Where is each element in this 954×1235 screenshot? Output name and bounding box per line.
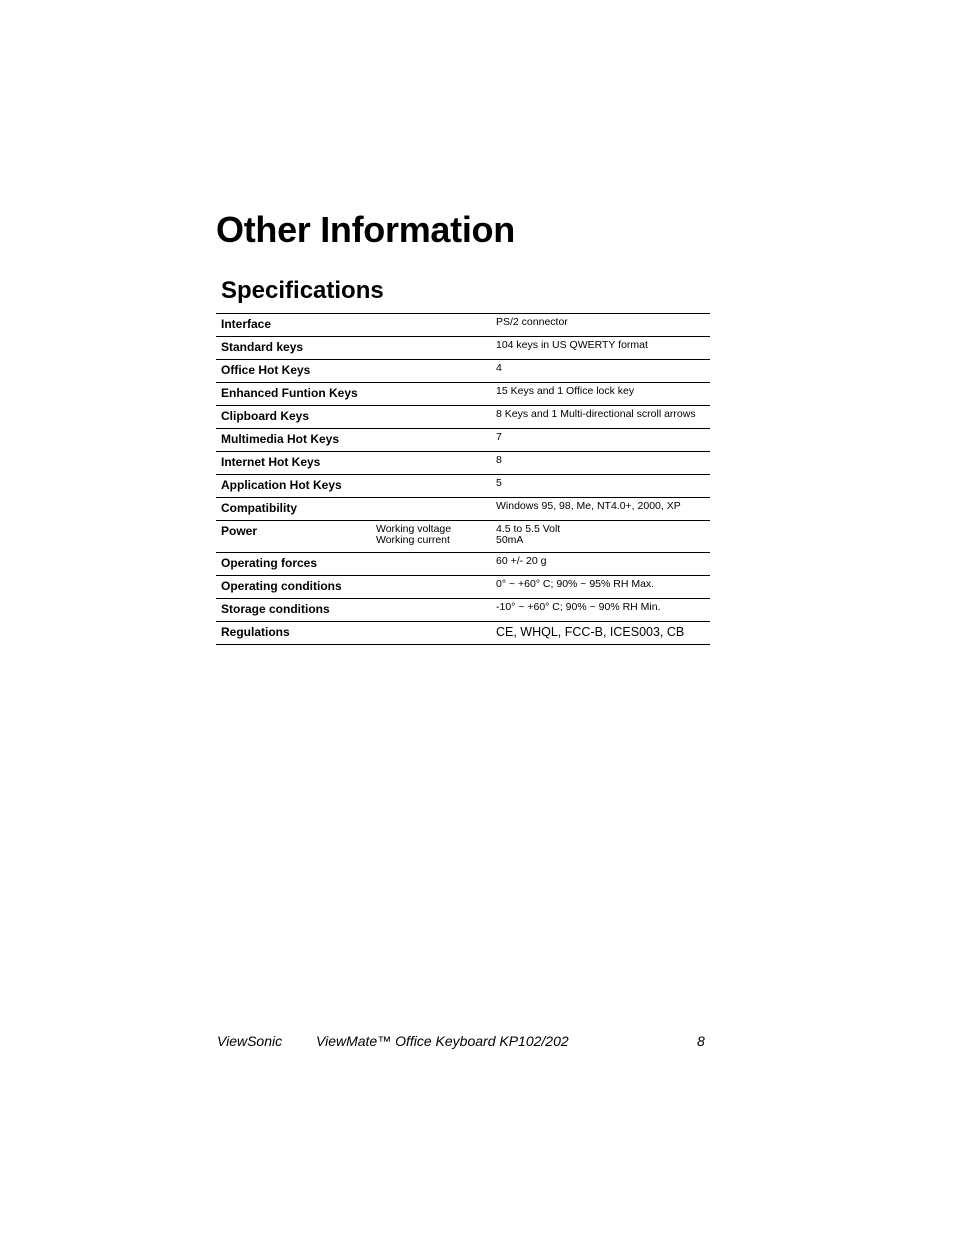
table-row — [216, 521, 710, 553]
spec-value-line: 104 keys in US QWERTY format — [496, 339, 648, 351]
spec-value-line: 8 — [496, 454, 502, 466]
spec-sub — [371, 498, 491, 521]
spec-value-line: Windows 95, 98, Me, NT4.0+, 2000, XP — [496, 500, 681, 512]
spec-value-line: CE, WHQL, FCC-B, ICES003, CB — [496, 625, 685, 639]
spec-label — [216, 576, 371, 599]
spec-value-line: 4 — [496, 362, 502, 374]
spec-value-line: 4.5 to 5.5 Volt — [496, 523, 561, 535]
spec-label — [216, 360, 371, 383]
spec-label — [216, 475, 371, 498]
spec-label — [216, 383, 371, 406]
spec-value — [491, 337, 710, 360]
spec-value-line: 8 Keys and 1 Multi-directional scroll arrows — [496, 408, 696, 420]
spec-label — [216, 553, 371, 576]
spec-sub — [371, 406, 491, 429]
spec-label-text: Application Hot Keys — [221, 478, 342, 492]
spec-label — [216, 314, 371, 337]
spec-label-text: Compatibility — [221, 501, 298, 515]
spec-label-text: Multimedia Hot Keys — [221, 432, 340, 446]
spec-value — [491, 429, 710, 452]
spec-sub-line: Working current — [376, 534, 450, 546]
spec-value-line: 50mA — [496, 534, 524, 546]
table-row — [216, 383, 710, 406]
spec-sub — [371, 599, 491, 622]
spec-value-line: 60 +/- 20 g — [496, 555, 547, 567]
spec-label — [216, 337, 371, 360]
spec-label — [216, 622, 371, 645]
table-row — [216, 576, 710, 599]
table-row — [216, 360, 710, 383]
table-row — [216, 429, 710, 452]
spec-label — [216, 599, 371, 622]
spec-label — [216, 406, 371, 429]
table-row — [216, 553, 710, 576]
spec-label-text: Interface — [221, 317, 272, 331]
spec-label — [216, 521, 371, 553]
table-row — [216, 337, 710, 360]
spec-label — [216, 429, 371, 452]
spec-value — [491, 406, 710, 429]
section-title: Specifications — [221, 277, 384, 304]
spec-label-text: Office Hot Keys — [221, 363, 311, 377]
table-row — [216, 314, 710, 337]
spec-sub — [371, 429, 491, 452]
spec-label — [216, 452, 371, 475]
spec-value — [491, 314, 710, 337]
spec-value — [491, 521, 710, 553]
spec-sub — [371, 383, 491, 406]
page-title: Other Information — [216, 209, 515, 250]
spec-label-text: Operating conditions — [221, 579, 342, 593]
spec-value-line: 5 — [496, 477, 502, 489]
table-row — [216, 599, 710, 622]
spec-label-text: Power — [221, 524, 258, 538]
spec-value — [491, 498, 710, 521]
spec-sub — [371, 452, 491, 475]
spec-value — [491, 622, 710, 645]
spec-value — [491, 553, 710, 576]
spec-sub — [371, 475, 491, 498]
footer-page-number: 8 — [697, 1033, 705, 1049]
table-row — [216, 452, 710, 475]
spec-value-line: 15 Keys and 1 Office lock key — [496, 385, 635, 397]
spec-value-line: -10° ~ +60° C; 90% ~ 90% RH Min. — [496, 601, 661, 613]
table-row — [216, 406, 710, 429]
spec-value-line: 7 — [496, 431, 502, 443]
spec-label-text: Storage conditions — [221, 602, 330, 616]
spec-value — [491, 452, 710, 475]
spec-value-line: 0° ~ +60° C; 90% ~ 95% RH Max. — [496, 578, 655, 590]
spec-sub — [371, 360, 491, 383]
table-row — [216, 475, 710, 498]
spec-value — [491, 475, 710, 498]
spec-label-text: Operating forces — [221, 556, 318, 570]
spec-label — [216, 498, 371, 521]
spec-sub-line: Working voltage — [376, 523, 452, 535]
spec-sub — [371, 553, 491, 576]
spec-label-text: Regulations — [221, 625, 290, 639]
spec-sub — [371, 521, 491, 553]
spec-sub — [371, 576, 491, 599]
spec-value — [491, 383, 710, 406]
spec-value — [491, 360, 710, 383]
spec-value-line: PS/2 connector — [496, 316, 568, 328]
spec-label-text: Internet Hot Keys — [221, 455, 321, 469]
spec-sub — [371, 314, 491, 337]
specifications-table — [216, 313, 710, 645]
spec-sub — [371, 622, 491, 645]
spec-label-text: Standard keys — [221, 340, 304, 354]
table-row — [216, 498, 710, 521]
spec-label-text: Enhanced Funtion Keys — [221, 386, 358, 400]
footer-brand: ViewSonic — [217, 1033, 283, 1049]
spec-label-text: Clipboard Keys — [221, 409, 310, 423]
table-row — [216, 622, 710, 645]
spec-sub — [371, 337, 491, 360]
spec-value — [491, 576, 710, 599]
spec-value — [491, 599, 710, 622]
footer-product-name: ViewMate™ Office Keyboard KP102/202 — [316, 1033, 569, 1049]
